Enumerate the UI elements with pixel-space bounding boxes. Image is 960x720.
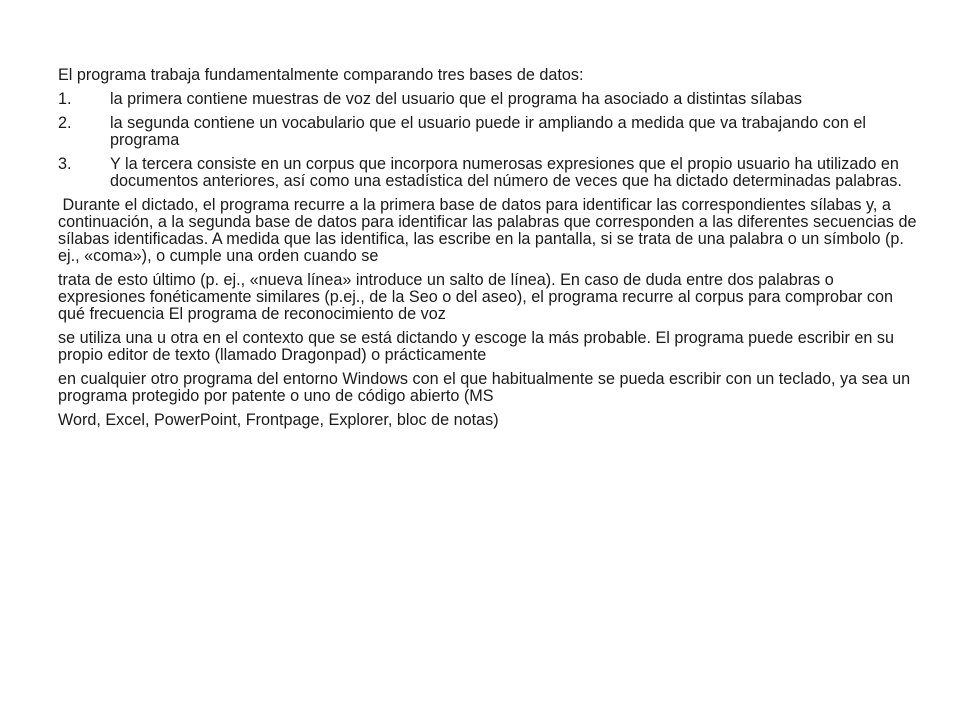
- list-text: la segunda contiene un vocabulario que el usuario puede ir ampliando a medida que va trabajando con el programa: [110, 114, 866, 149]
- paragraph: Durante el dictado, el programa recurre a la primera base de datos para identificar las correspondientes sílabas y, a continuación, a la segunda base de datos para identificar las palabras que corresponden a las diferentes secuencias de sílabas identificadas. A medida que las identifica, las escribe en la pantalla, si se trata de una palabra o un símbolo (p. ej., «coma»), o cumple una orden cuando se: [58, 196, 922, 265]
- paragraph: Word, Excel, PowerPoint, Frontpage, Explorer, bloc de notas): [58, 411, 499, 429]
- list-number: 1.: [58, 90, 72, 108]
- intro-text: El programa trabaja fundamentalmente comparando tres bases de datos:: [58, 66, 584, 84]
- list-item: [58, 156, 918, 190]
- list-number: 3.: [58, 155, 72, 173]
- database-list: [58, 91, 918, 190]
- list-item: [58, 91, 918, 108]
- slide-body: [58, 66, 922, 436]
- paragraph: trata de esto último (p. ej., «nueva línea» introduce un salto de línea). En caso de duda entre dos palabras o expresiones fonéticamente similares (p.ej., de la Seo o del aseo), el programa recurre al corpus para comprobar con qué frecuencia El programa de reconocimiento de voz: [58, 271, 893, 323]
- list-text: Y la tercera consiste en un corpus que incorpora numerosas expresiones que el propio usuario ha utilizado en documentos anteriores, así como una estadística del número de veces que ha dictado determinadas palabras.: [110, 155, 902, 190]
- list-item: [58, 115, 918, 149]
- paragraph: se utiliza una u otra en el contexto que se está dictando y escoge la más probable. El programa puede escribir en su propio editor de texto (llamado Dragonpad) o prácticamente: [58, 329, 894, 364]
- list-number: 2.: [58, 114, 72, 132]
- list-text: la primera contiene muestras de voz del usuario que el programa ha asociado a distintas sílabas: [110, 90, 802, 108]
- paragraph: en cualquier otro programa del entorno Windows con el que habitualmente se pueda escribir con un teclado, ya sea un programa protegido por patente o uno de código abierto (MS: [58, 370, 911, 405]
